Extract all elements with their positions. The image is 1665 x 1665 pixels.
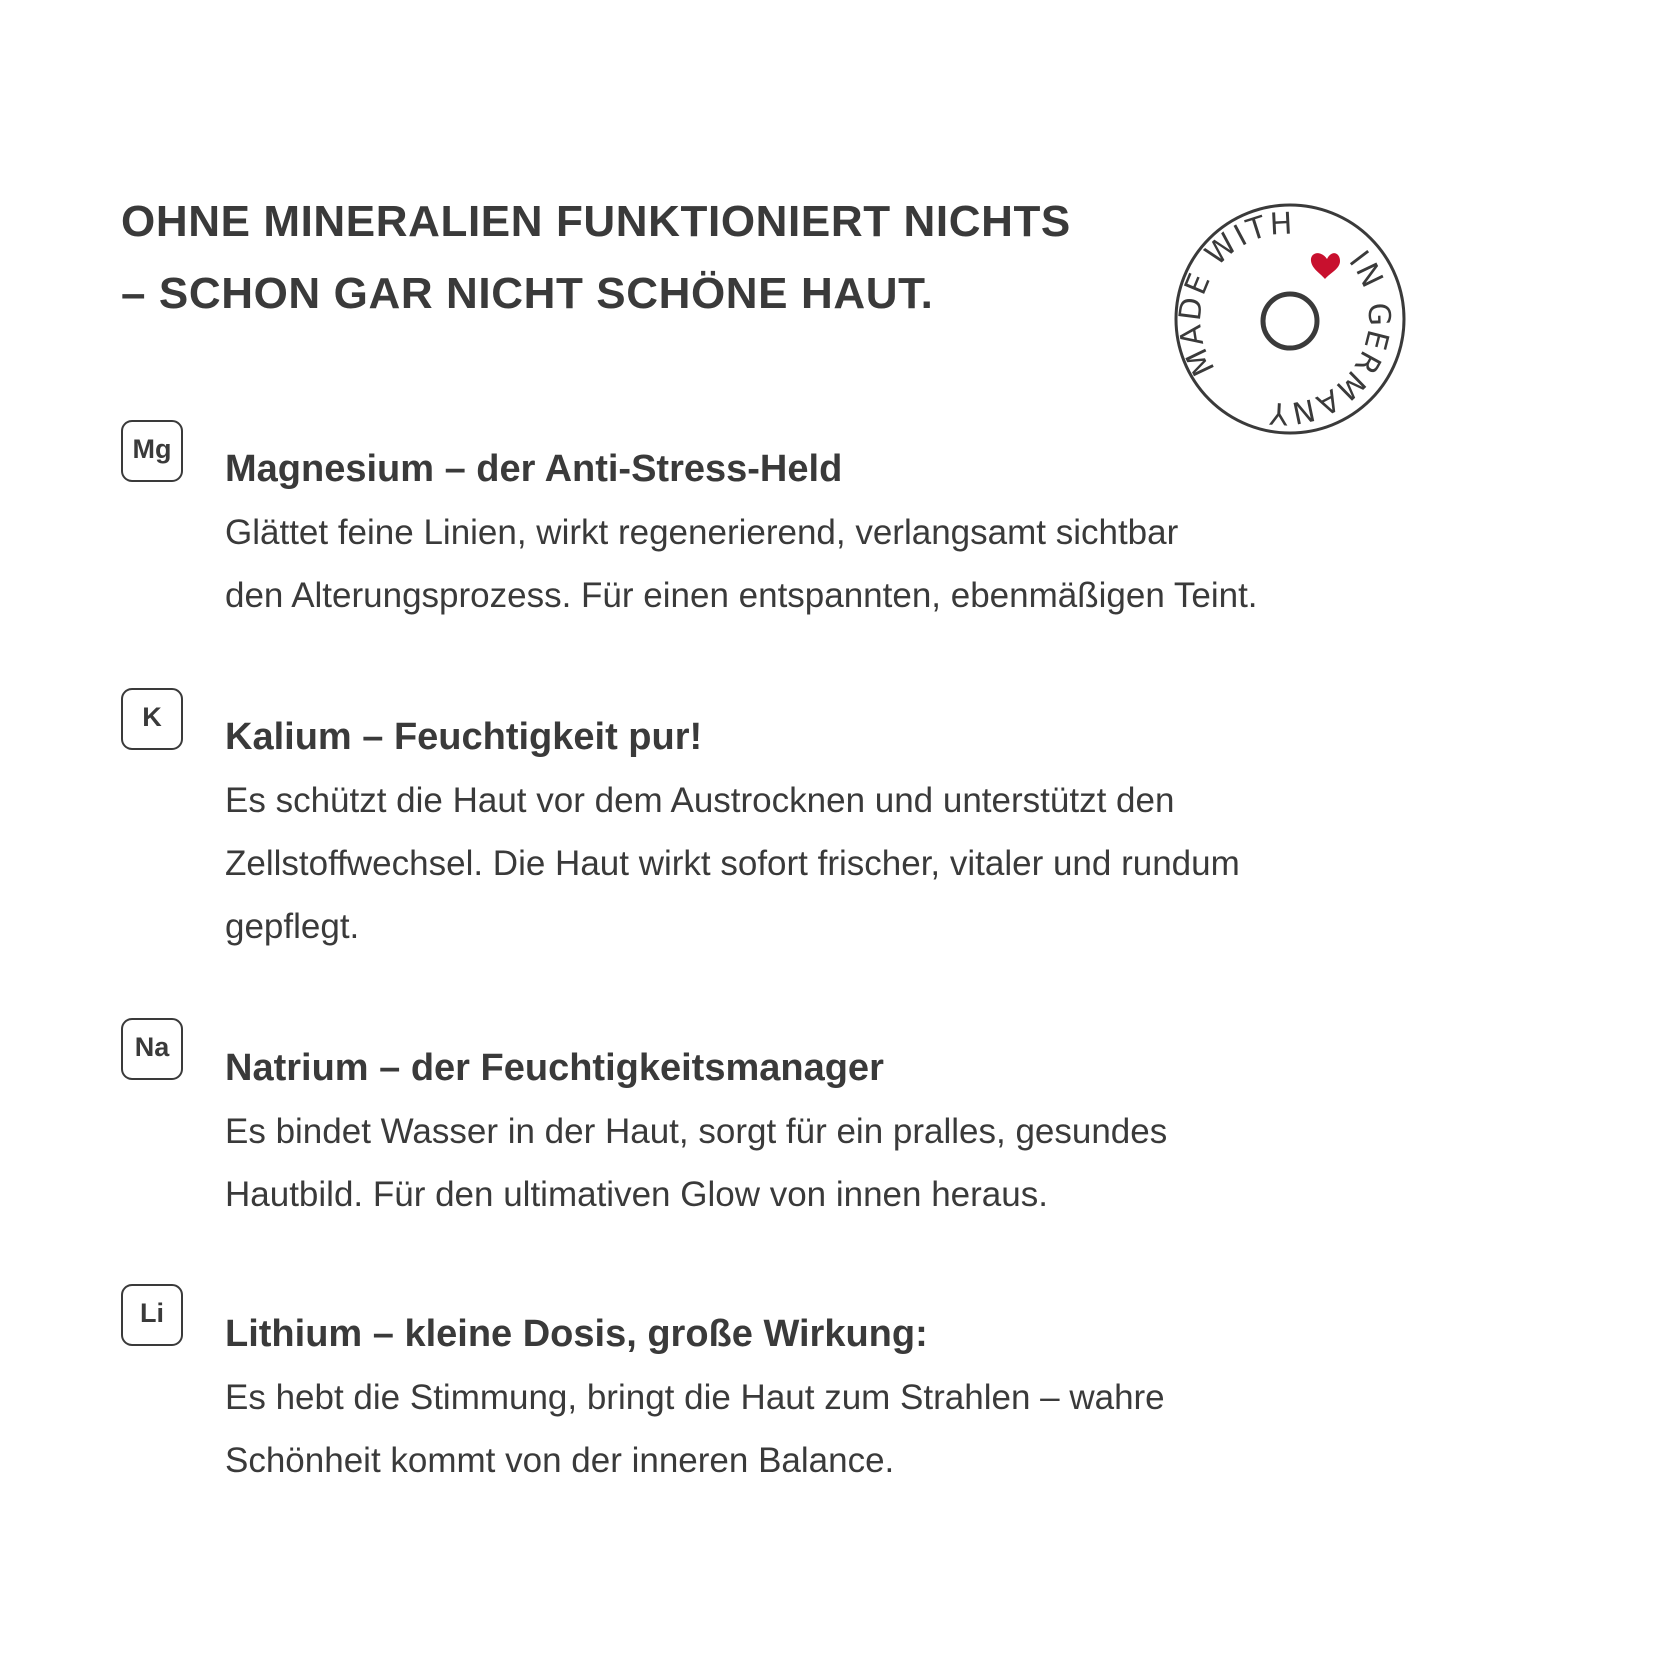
mineral-description-line: Es schützt die Haut vor dem Austrocknen und unterstützt den [225,781,1175,820]
element-symbol-mg: Mg [121,420,183,482]
heading-line-1: OHNE MINERALIEN FUNKTIONIERT NICHTS [121,197,1071,246]
badge-text-top: MADE WITH [1172,206,1296,382]
svg-text:MADE WITH [1173,206,1295,381]
mineral-description-line: Es bindet Wasser in der Haut, sorgt für ein pralles, gesundes [225,1112,1168,1151]
mineral-description-line: gepflegt. [225,907,360,946]
mineral-title: Natrium – der Feuchtigkeitsmanager [225,1047,884,1089]
mineral-description-line: Hautbild. Für den ultimativen Glow von innen heraus. [225,1175,1048,1214]
mineral-description-line: Glättet feine Linien, wirkt regenerierend, verlangsamt sichtbar [225,513,1179,552]
mineral-description-line: Schönheit kommt von der inneren Balance. [225,1441,895,1480]
element-symbol-k: K [121,688,183,750]
made-with-love-in-germany-badge [1170,199,1410,439]
element-symbol-na: Na [121,1018,183,1080]
badge-icon [1170,199,1410,439]
element-symbol-li: Li [121,1284,183,1346]
badge-text-right: IN GERMANY [1266,244,1397,431]
mineral-description-line: Zellstoffwechsel. Die Haut wirkt sofort frischer, vitaler und rundum [225,844,1240,883]
mineral-title: Kalium – Feuchtigkeit pur! [225,716,703,758]
center-ring-icon [1263,294,1317,348]
heart-icon [1311,253,1340,279]
mineral-title: Lithium – kleine Dosis, große Wirkung: [225,1313,928,1355]
mineral-title: Magnesium – der Anti-Stress-Held [225,448,843,490]
heading-line-2: – SCHON GAR NICHT SCHÖNE HAUT. [121,269,934,318]
page-heading [121,186,1071,330]
mineral-description-line: Es hebt die Stimmung, bringt die Haut zum Strahlen – wahre [225,1378,1165,1417]
mineral-description-line: den Alterungsprozess. Für einen entspannten, ebenmäßigen Teint. [225,576,1258,615]
